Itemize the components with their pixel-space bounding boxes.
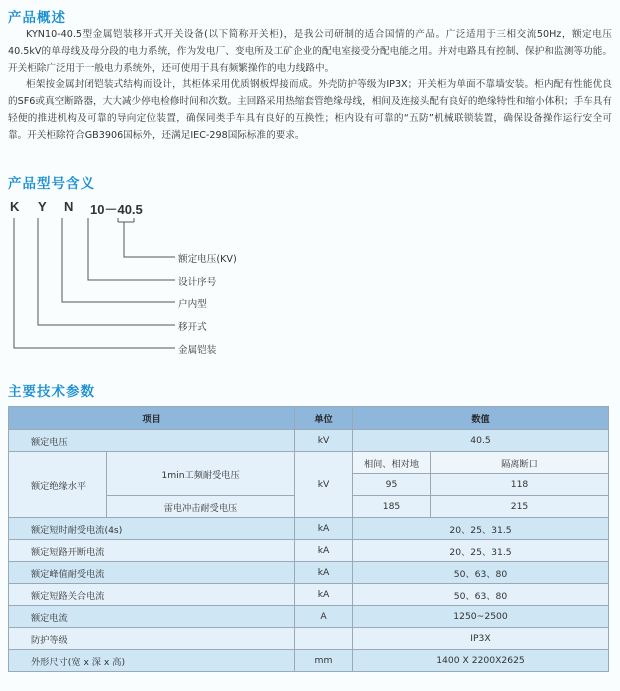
row-value: 95 (353, 474, 431, 496)
row-value: 1250~2500 (353, 606, 609, 628)
overview-paragraph-2: 柜架按金属封闭铠装式结构而设计，其柜体采用优质钢板焊接而成。外壳防护等级为IP3X；开关柜为单面不靠墙安装。柜内配有性能优良的SF6或真空断路器，大大减少停电检修时间和次数。主回路采用热缩套管绝缘母线，相间及连接头配有良好的绝缘特性和缩小体积；手车具有轻便的推进机构及可靠的导向定位装置，确保同类手车具有良好的互换性；柜内设有可靠的“五防”机械联锁装置，确保设备操作运行安全可靠。开关柜除符合GB3906国标外，还满足IEC-298国际标准的要求。 (8, 79, 612, 141)
legend-metal-clad: 金属铠装 (178, 345, 217, 356)
row-subitem: 1min工频耐受电压 (107, 452, 295, 496)
row-item: 外形尺寸(宽 x 深 x 高) (9, 650, 295, 672)
row-unit: kA (295, 540, 353, 562)
row-item: 额定电压 (9, 430, 295, 452)
row-value: IP3X (353, 628, 609, 650)
row-value: 20、25、31.5 (353, 540, 609, 562)
header-item: 项目 (9, 407, 295, 430)
table-row (9, 650, 609, 672)
model-letter-y: Y (38, 199, 47, 214)
row-unit: mm (295, 650, 353, 672)
params-table (8, 406, 609, 672)
row-item: 额定绝缘水平 (9, 452, 107, 518)
table-row (9, 430, 609, 452)
row-subitem: 雷电冲击耐受电压 (107, 496, 295, 518)
row-item: 额定电流 (9, 606, 295, 628)
row-unit (295, 628, 353, 650)
overview-title: 产品概述 (8, 10, 66, 26)
row-value: 50、63、80 (353, 584, 609, 606)
model-letter-k: K (10, 199, 20, 214)
legend-rated-voltage: 额定电压(KV) (178, 254, 237, 265)
subheader-phase: 相间、相对地 (353, 452, 431, 474)
row-item: 额定短路关合电流 (9, 584, 295, 606)
row-unit: kV (295, 452, 353, 518)
header-unit: 单位 (295, 407, 353, 430)
row-item: 额定短时耐受电流(4s) (9, 518, 295, 540)
row-unit: A (295, 606, 353, 628)
row-value: 185 (353, 496, 431, 518)
row-item: 额定峰值耐受电流 (9, 562, 295, 584)
row-unit: kA (295, 562, 353, 584)
table-header-row (9, 407, 609, 430)
subheader-isolation: 隔离断口 (431, 452, 609, 474)
row-item: 额定短路开断电流 (9, 540, 295, 562)
model-title: 产品型号含义 (8, 176, 95, 192)
row-value: 20、25、31.5 (353, 518, 609, 540)
model-number: 10－40.5 (90, 202, 143, 217)
legend-design-serial: 设计序号 (178, 277, 217, 288)
header-value: 数值 (353, 407, 609, 430)
row-value: 118 (431, 474, 609, 496)
row-value: 1400 X 2200X2625 (353, 650, 609, 672)
table-row (9, 540, 609, 562)
overview-paragraph-1: KYN10-40.5型金属铠装移开式开关设备(以下简称开关柜)，是我公司研制的适合国情的产品。广泛适用于三相交流50Hz，额定电压40.5kV的单母线及母分段的电力系统，作为发电厂、变电所及工矿企业的配电室接受分配电能之用。并对电路具有控制、保护和监测等功能。开关柜除广泛用于一般电力系统外，还可使用于具有频繁操作的电力线路中。 (8, 29, 612, 74)
row-value: 40.5 (353, 430, 609, 452)
row-unit: kA (295, 518, 353, 540)
legend-indoor: 户内型 (178, 299, 207, 310)
table-row (9, 518, 609, 540)
model-letter-n: N (64, 199, 74, 214)
row-unit: kV (295, 430, 353, 452)
table-row (9, 452, 609, 474)
table-row (9, 562, 609, 584)
row-item: 防护等级 (9, 628, 295, 650)
row-value: 50、63、80 (353, 562, 609, 584)
row-value: 215 (431, 496, 609, 518)
row-unit: kA (295, 584, 353, 606)
table-row (9, 584, 609, 606)
table-row (9, 628, 609, 650)
legend-withdrawable: 移开式 (178, 322, 207, 333)
table-row (9, 606, 609, 628)
params-title: 主要技术参数 (8, 384, 95, 400)
